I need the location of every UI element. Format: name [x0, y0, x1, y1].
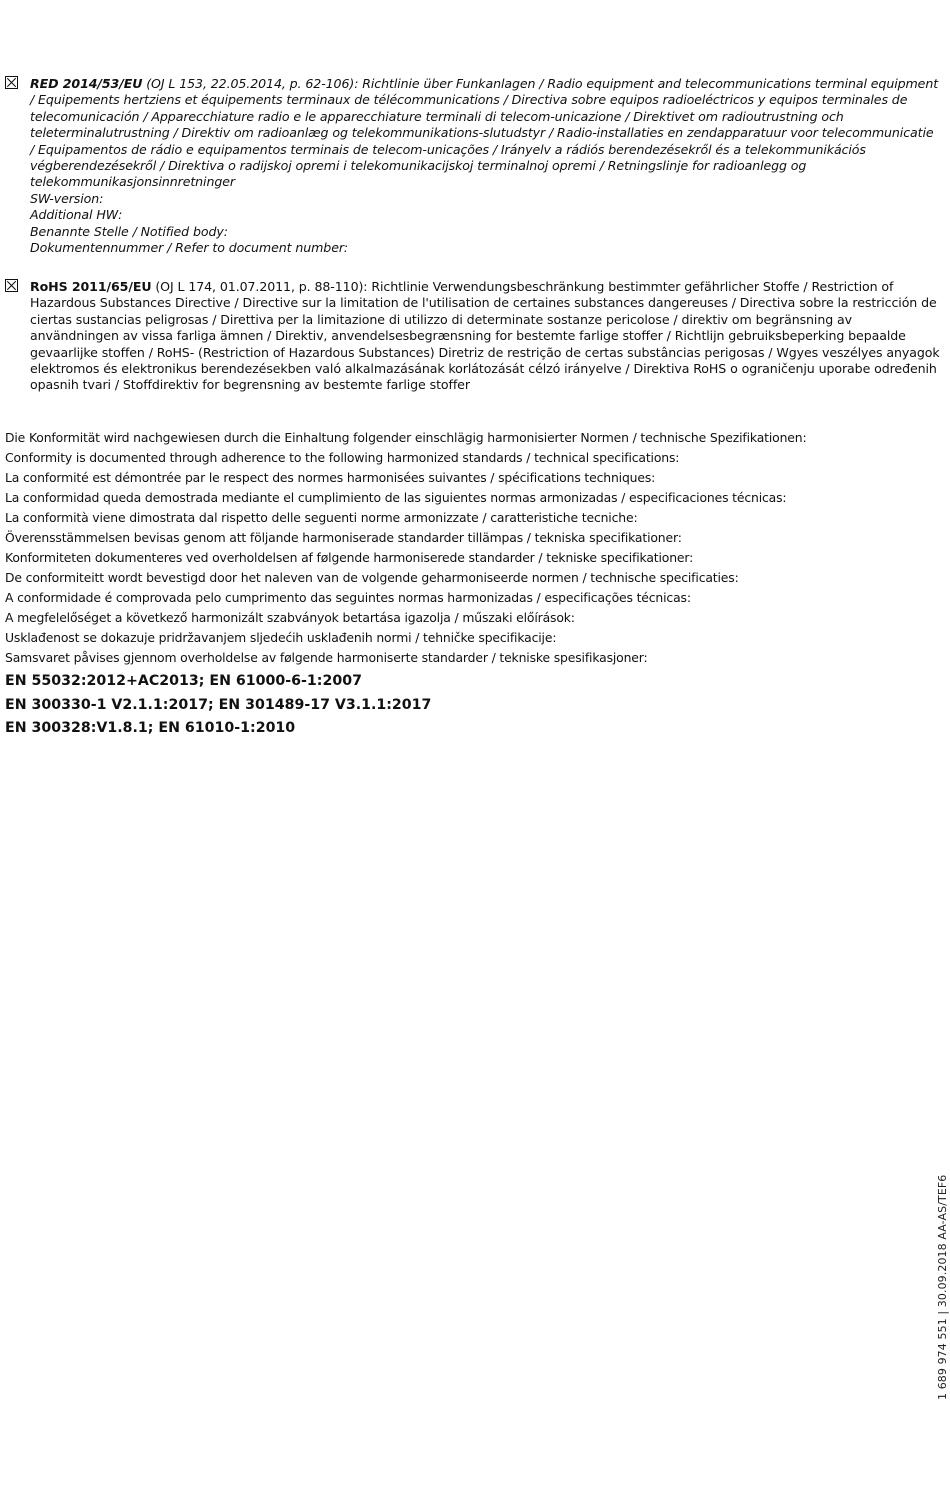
conformity-statement-es: La conformidad queda demostrada mediante el cumplimiento de las siguientes normas armonizadas / especificaciones técnicas: — [5, 490, 787, 505]
conformity-statement-pt: A conformidade é comprovada pelo cumprimento das seguintes normas harmonizadas / especificações técnicas: — [5, 590, 691, 605]
rohs-directive-block — [5, 279, 940, 394]
document-code: 1 689 974 551 | 30.09.2018 AA-AS/TEF6 — [936, 1174, 949, 1400]
red-directive-code: RED 2014/53/EU — [30, 76, 143, 91]
conformity-statements — [5, 428, 940, 668]
rohs-directive-code: RoHS 2011/65/EU — [30, 279, 152, 294]
red-directive-checkbox[interactable] — [5, 76, 18, 89]
conformity-statement-en: Conformity is documented through adherence to the following harmonized standards / technical specifications: — [5, 450, 680, 465]
conformity-statement-it: La conformità viene dimostrata dal rispetto delle seguenti norme armonizzate / caratteristiche tecniche: — [5, 510, 638, 525]
conformity-statement-fr: La conformité est démontrée par le respect des normes harmonisées suivantes / spécifications techniques: — [5, 470, 656, 485]
conformity-statement-no: Samsvaret påvises gjennom overholdelse av følgende harmoniserte standarder / tekniske spesifikasjoner: — [5, 650, 648, 665]
checkmark-x-icon — [6, 77, 17, 88]
conformity-statement-sv: Överensstämmelsen bevisas genom att följande harmoniserade standarder tillämpas / tekniska specifikationer: — [5, 530, 682, 545]
rohs-directive-text — [30, 279, 940, 394]
additional-hw-field: Additional HW: — [30, 207, 123, 223]
standards-line: EN 300330-1 V2.1.1:2017; EN 301489-17 V3.1.1:2017 — [5, 696, 432, 713]
rohs-directive-description: (OJ L 174, 01.07.2011, p. 88-110): Richtlinie Verwendungsbeschränkung bestimmter gefährlicher Stoffe / Restriction of Hazardous Substances Directive / Directive sur la limitation de l'utilisation de certaines substances dangereuses / Directiva sobre la restricción de ciertas sustancias peligrosas / Direttiva per la limitazione di utilizzo di determinate sostanze pericolose / direktiv om begränsning av användningen av vissa farliga ämnen / Direktiv, anvendelsesbegrænsning for bestemte farlige stoffer / Richtlijn gebruiksbeperking bepaalde gevaarlijke stoffen / RoHS- (Restriction of Hazardous Substances) Diretriz de restrição de certas substâncias perigosas / Wgyes veszélyes anyagok elektromos és elektronikus berendezésekben való alkalmazásának korlátozását célzó irányelve / Direktiva RoHS o ograničenju uporabe određenih opasnih tvari / Stoffdirektiv for begrensning av bestemte farlige stoffer — [30, 279, 940, 393]
conformity-statement-da: Konformiteten dokumenteres ved overholdelsen af følgende harmoniserede standarder / tekniske specifikationer: — [5, 550, 694, 565]
standards-list — [5, 670, 431, 741]
rohs-directive-checkbox[interactable] — [5, 279, 18, 292]
conformity-statement-nl: De conformiteitt wordt bevestigd door het naleven van de volgende geharmoniseerde normen / technische specificaties: — [5, 570, 739, 585]
conformity-statement-de: Die Konformität wird nachgewiesen durch die Einhaltung folgender einschlägig harmonisierter Normen / technische Spezifikationen: — [5, 430, 807, 445]
document-number-field: Dokumentennummer / Refer to document number: — [30, 240, 349, 256]
standards-line: EN 55032:2012+AC2013; EN 61000-6-1:2007 — [5, 673, 362, 689]
conformity-statement-hu: A megfelelőséget a következő harmonizált szabványok betartása igazolja / műszaki előírások: — [5, 610, 575, 625]
checkmark-x-icon — [6, 280, 17, 291]
standards-line: EN 300328:V1.8.1; EN 61010-1:2010 — [5, 720, 296, 736]
notified-body-field: Benannte Stelle / Notified body: — [30, 223, 228, 239]
red-directive-block — [5, 76, 940, 256]
red-directive-text — [30, 76, 940, 256]
sw-version-field: SW-version: — [30, 190, 104, 206]
red-directive-description: (OJ L 153, 22.05.2014, p. 62-106): Richtlinie über Funkanlagen / Radio equipment and telecommunications terminal equipment / Equipements hertziens et équipements terminaux de télécommunications / Directiva sobre equipos radioeléctricos y equipos terminales de telecomunicación / Apparecchiature radio e le apparecchiature terminali di telecom-unicazione / Direktivet om radioutrustning och teleterminalutrustning / Direktiv om radioanlæg og telekommunikations-slutudstyr / Radio-installaties en zendapparatuur voor telecommunicatie / Equipamentos de rádio e equipamentos terminais de telecom-unicações / Irányelv a rádiós berendezésekről és a telekommunikációs végberendezésekről / Direktiva o radijskoj opremi i telekomunikacijskoj terminalnoj opremi / Retningslinje for radioanlegg og telekommunikasjonsinnretninger — [30, 76, 939, 190]
conformity-statement-hr: Usklađenost se dokazuje pridržavanjem sljedećih usklađenih normi / tehničke specifikacije: — [5, 630, 557, 645]
